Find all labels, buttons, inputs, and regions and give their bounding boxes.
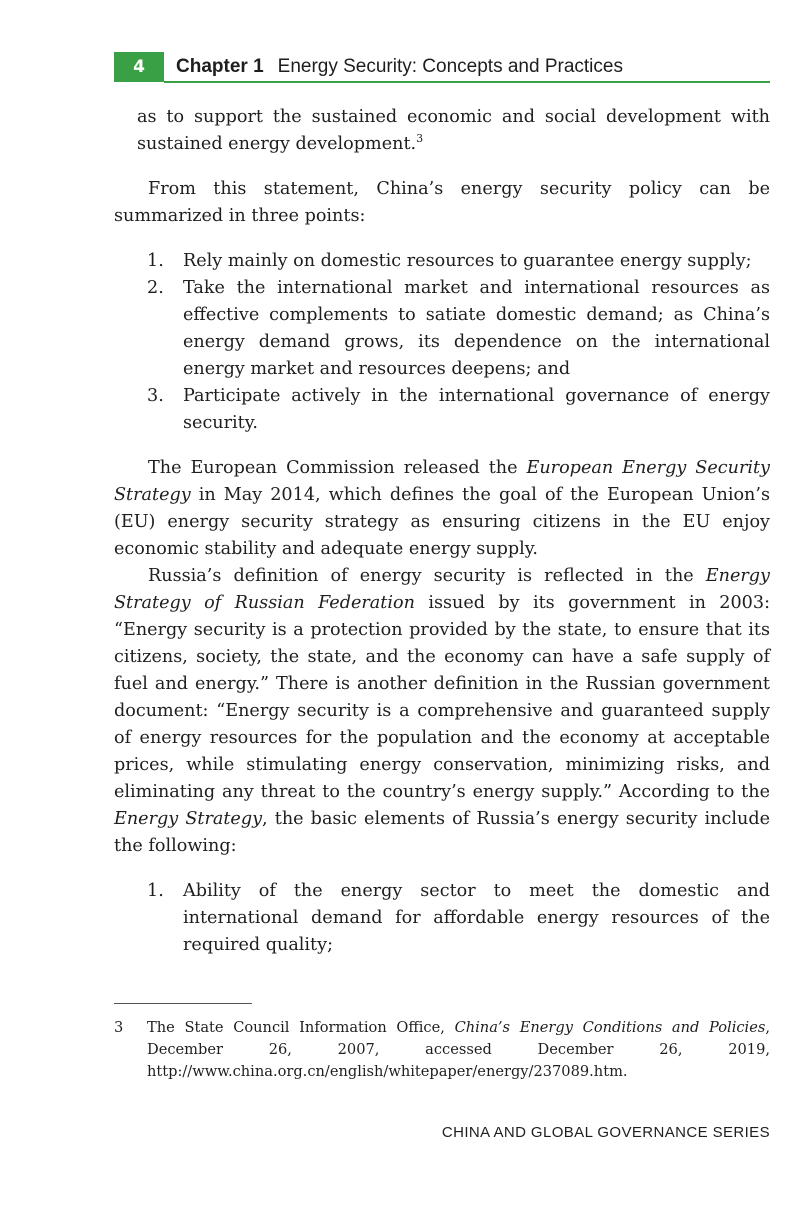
list-item bbox=[114, 878, 770, 959]
footnote-source-title: China’s Energy Conditions and Policies bbox=[454, 1019, 766, 1036]
list-text: Take the international market and international resources as effective complements to satiate domestic demand; as China’s energy demand grows, its dependence on the international energy market and resources deepens; and bbox=[183, 278, 770, 379]
list-text: Participate actively in the international governance of energy security. bbox=[183, 386, 770, 433]
list-number: 2. bbox=[147, 278, 164, 298]
list-item bbox=[114, 248, 770, 275]
continued-text: as to support the sustained economic and social development with sustained energy development. bbox=[137, 107, 770, 154]
list-item bbox=[114, 383, 770, 437]
footnote-text: The State Council Information Office, China’s Energy Conditions and Policies, December 26, 2007, accessed December 26, 2019, http://www.china.org.cn/english/whitepaper/energy/237089.htm. bbox=[147, 1019, 770, 1080]
header-rule bbox=[164, 81, 770, 83]
energy-strategy-title: Energy Strategy bbox=[114, 809, 263, 829]
chapter-heading bbox=[176, 56, 623, 78]
running-header bbox=[114, 52, 770, 86]
russia-points-list bbox=[114, 878, 770, 959]
continued-paragraph bbox=[114, 104, 770, 158]
list-item bbox=[114, 275, 770, 383]
footnote-number: 3 bbox=[114, 1019, 124, 1036]
footnote bbox=[114, 1017, 770, 1083]
list-number: 1. bbox=[147, 881, 164, 901]
page-body bbox=[114, 104, 770, 959]
list-number: 3. bbox=[147, 386, 164, 406]
russia-paragraph: Russia’s definition of energy security is reflected in the Energy Strategy of Russian Federation issued by its government in 2003: “Energy security is a protection provided by the state, to ensure that its citizens, society, the state, and the economy can have a safe supply of fuel and energy.” There is another definition in the Russian government document: “Energy security is a comprehensive and guaranteed supply of energy resources for the population and the economy at acceptable prices, while stimulating energy conservation, minimizing risks, and eliminating any threat to the country’s energy supply.” According to the Energy Strategy, the basic elements of Russia’s energy security include the following: bbox=[114, 566, 770, 856]
chapter-title: Energy Security: Concepts and Practices bbox=[277, 56, 623, 77]
list-number: 1. bbox=[147, 251, 164, 271]
footnote-ref: 3 bbox=[416, 132, 424, 146]
china-intro-paragraph: From this statement, China’s energy security policy can be summarized in three points: bbox=[114, 179, 770, 226]
series-footer: CHINA AND GLOBAL GOVERNANCE SERIES bbox=[441, 1124, 770, 1141]
eu-paragraph: The European Commission released the European Energy Security Strategy in May 2014, which defines the goal of the European Union’s (EU) energy security strategy as ensuring citizens in the EU enjoy economic stability and adequate energy supply. bbox=[114, 458, 770, 559]
china-points-list bbox=[114, 248, 770, 437]
chapter-label: Chapter 1 bbox=[176, 56, 264, 77]
list-text: Rely mainly on domestic resources to guarantee energy supply; bbox=[183, 251, 752, 271]
russia-strategy-title: Energy Strategy of Russian Federation bbox=[114, 566, 770, 613]
list-text: Ability of the energy sector to meet the domestic and international demand for affordable energy resources of the required quality; bbox=[183, 881, 770, 955]
footnote-rule bbox=[114, 1003, 252, 1004]
eu-strategy-title: European Energy Security Strategy bbox=[114, 458, 770, 505]
page-number: 4 bbox=[114, 52, 164, 82]
